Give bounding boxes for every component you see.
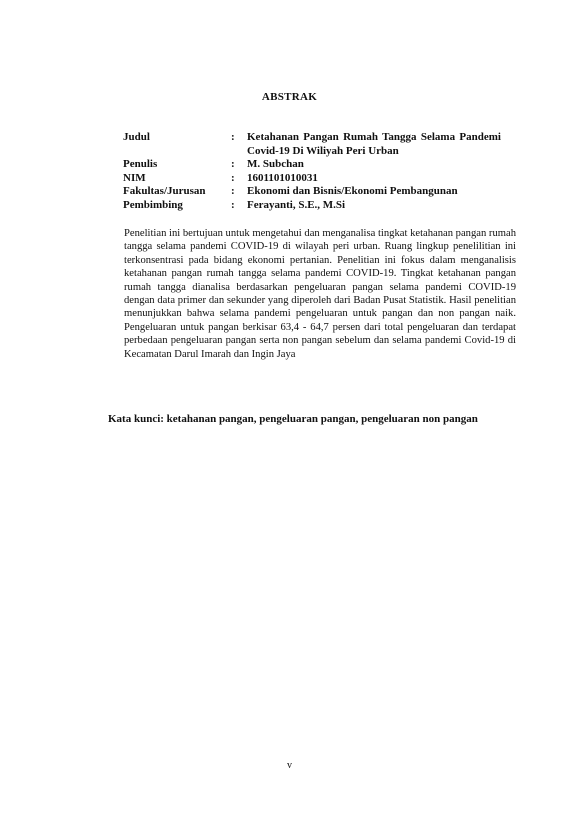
meta-label: Pembimbing	[123, 198, 183, 211]
meta-row-fakultas	[123, 185, 501, 199]
metadata-table	[123, 131, 501, 213]
abstract-heading: ABSTRAK	[261, 91, 318, 103]
meta-separator: :	[231, 185, 235, 198]
meta-separator: :	[231, 171, 235, 184]
page-number: v	[287, 760, 292, 771]
meta-separator: :	[231, 131, 235, 143]
meta-value-title: Ketahanan Pangan Rumah Tangga Selama Pandemi Covid-19 Di Wiliyah Peri Urban	[247, 131, 501, 157]
meta-separator: :	[231, 198, 235, 211]
meta-value-supervisor: Ferayanti, S.E., M.Si	[247, 198, 346, 211]
meta-value-author: M. Subchan	[247, 158, 304, 171]
meta-label: Fakultas/Jurusan	[123, 185, 206, 198]
meta-row-pembimbing	[123, 199, 501, 213]
keywords-line: Kata kunci: ketahanan pangan, pengeluaran pangan, pengeluaran non pangan	[108, 413, 478, 425]
meta-value-nim: 1601101010031	[247, 171, 318, 184]
meta-label: Penulis	[123, 158, 158, 171]
meta-row-judul	[123, 131, 501, 158]
meta-label: NIM	[123, 171, 146, 184]
meta-label: Judul	[123, 131, 150, 143]
meta-row-nim	[123, 172, 501, 186]
meta-separator: :	[231, 158, 235, 171]
meta-row-penulis	[123, 158, 501, 172]
abstract-body: Penelitian ini bertujuan untuk mengetahui dan menganalisa tingkat ketahanan pangan rumah tangga selama pandemi COVID-19 di wilayah peri urban. Ruang lingkup penelilitian ini terkonsentrasi pada bidang ekonomi pertanian. Penelitian ini fokus dalam menganalisis ketahanan pangan rumah tangga selama pandemi COVID-19. Tingkat ketahanan pangan rumah tangga dianalisa berdasarkan pengeluaran pangan selama pandemi COVID-19 dengan data primer dan sekunder yang diperoleh dari Badan Pusat Statistik. Hasil penelitian menunjukkan bahwa selama pandemi pengeluaran untuk pangan dan non pangan naik. Pengeluaran untuk pangan berkisar 63,4 - 64,7 persen dari total pengeluaran dan terdapat perbedaan pengeluaran pangan serta non pangan sebelum dan selama pandemi Covid-19 di Kecamatan Darul Imarah dan Ingin Jaya	[124, 228, 516, 360]
meta-value-faculty: Ekonomi dan Bisnis/Ekonomi Pembangunan	[247, 185, 458, 198]
